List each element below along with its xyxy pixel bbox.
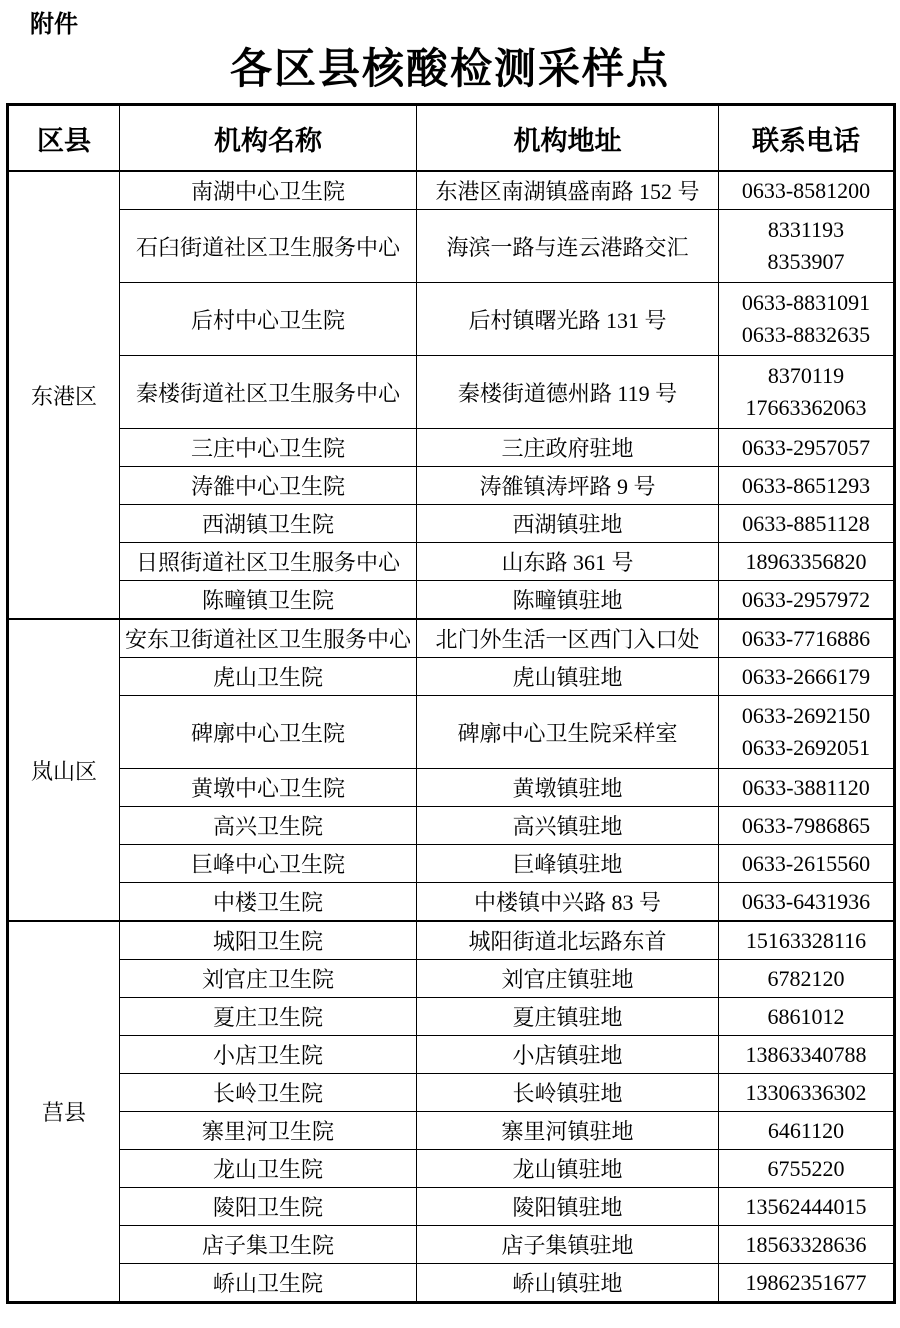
table-row — [8, 581, 895, 620]
table-row — [8, 619, 895, 658]
table-row — [8, 1036, 895, 1074]
institution-address-cell: 城阳街道北坛路东首 — [417, 921, 719, 960]
institution-name-cell: 陵阳卫生院 — [120, 1188, 417, 1226]
phone-number: 15163328116 — [745, 927, 867, 953]
phone-number: 8331193 — [767, 217, 845, 242]
institution-name-cell: 安东卫街道社区卫生服务中心 — [120, 619, 417, 658]
institution-name-cell: 虎山卫生院 — [120, 658, 417, 696]
phone-number: 0633-2615560 — [741, 850, 871, 876]
district-cell: 莒县 — [8, 921, 120, 1303]
institution-address-cell: 北门外生活一区西门入口处 — [417, 619, 719, 658]
table-row — [8, 845, 895, 883]
phone-number: 0633-3881120 — [742, 774, 870, 800]
institution-name-cell: 涛雒中心卫生院 — [120, 467, 417, 505]
phone-number: 8353907 — [767, 249, 845, 274]
phone-number: 13306336302 — [745, 1079, 867, 1105]
institution-address-cell: 长岭镇驻地 — [417, 1074, 719, 1112]
phone-cell — [719, 1226, 895, 1264]
phone-cell — [719, 1036, 895, 1074]
phone-number: 6782120 — [767, 965, 845, 991]
attachment-label: 附件 — [30, 11, 78, 38]
institution-name-cell: 城阳卫生院 — [120, 921, 417, 960]
district-cell: 岚山区 — [8, 619, 120, 921]
institution-address-cell: 夏庄镇驻地 — [417, 998, 719, 1036]
phone-number: 17663362063 — [745, 395, 867, 420]
institution-address-cell: 峤山镇驻地 — [417, 1264, 719, 1303]
phone-cell — [719, 769, 895, 807]
phone-number: 0633-2957057 — [741, 434, 871, 460]
phone-cell — [719, 210, 895, 283]
phone-number: 0633-7716886 — [741, 625, 871, 651]
table-row — [8, 1074, 895, 1112]
phone-cell — [719, 921, 895, 960]
table-row — [8, 283, 895, 356]
table-row — [8, 1150, 895, 1188]
table-row — [8, 1264, 895, 1303]
institution-address-cell: 海滨一路与连云港路交汇 — [417, 210, 719, 283]
institution-address-cell: 三庄政府驻地 — [417, 429, 719, 467]
phone-number: 0633-2666179 — [741, 663, 871, 689]
institution-address-cell: 山东路 361 号 — [417, 543, 719, 581]
phone-cell — [719, 696, 895, 769]
phone-cell — [719, 883, 895, 922]
table-row — [8, 543, 895, 581]
header-district: 区县 — [8, 105, 120, 172]
phone-cell — [719, 283, 895, 356]
phone-cell — [719, 171, 895, 210]
table-row — [8, 505, 895, 543]
table-row — [8, 658, 895, 696]
table-row — [8, 429, 895, 467]
institution-name-cell: 后村中心卫生院 — [120, 283, 417, 356]
phone-number: 0633-8832635 — [741, 322, 871, 347]
table-row — [8, 696, 895, 769]
phone-number: 6861012 — [767, 1003, 845, 1029]
phone-number: 8370119 — [767, 363, 845, 388]
phone-cell — [719, 429, 895, 467]
institution-name-cell: 碑廓中心卫生院 — [120, 696, 417, 769]
institution-name-cell: 刘官庄卫生院 — [120, 960, 417, 998]
phone-cell — [719, 1112, 895, 1150]
phone-number: 0633-6431936 — [741, 888, 871, 914]
institution-name-cell: 三庄中心卫生院 — [120, 429, 417, 467]
institution-address-cell: 涛雒镇涛坪路 9 号 — [417, 467, 719, 505]
phone-number: 6461120 — [767, 1117, 845, 1143]
institution-address-cell: 高兴镇驻地 — [417, 807, 719, 845]
phone-cell — [719, 960, 895, 998]
phone-number: 18563328636 — [745, 1231, 867, 1257]
phone-number: 19862351677 — [745, 1269, 867, 1295]
phone-cell — [719, 619, 895, 658]
phone-number: 0633-2692150 — [741, 703, 871, 728]
institution-name-cell: 寨里河卫生院 — [120, 1112, 417, 1150]
header-institution-address: 机构地址 — [417, 105, 719, 172]
institution-address-cell: 西湖镇驻地 — [417, 505, 719, 543]
phone-number: 13562444015 — [745, 1193, 867, 1219]
institution-name-cell: 日照街道社区卫生服务中心 — [120, 543, 417, 581]
phone-cell — [719, 581, 895, 620]
phone-cell — [719, 1074, 895, 1112]
table-body — [8, 171, 895, 1303]
table-row — [8, 1188, 895, 1226]
institution-name-cell: 陈疃镇卫生院 — [120, 581, 417, 620]
table-row — [8, 998, 895, 1036]
institution-address-cell: 店子集镇驻地 — [417, 1226, 719, 1264]
phone-cell — [719, 505, 895, 543]
institution-address-cell: 黄墩镇驻地 — [417, 769, 719, 807]
institution-address-cell: 东港区南湖镇盛南路 152 号 — [417, 171, 719, 210]
institution-address-cell: 秦楼街道德州路 119 号 — [417, 356, 719, 429]
institution-name-cell: 长岭卫生院 — [120, 1074, 417, 1112]
institution-name-cell: 南湖中心卫生院 — [120, 171, 417, 210]
phone-number: 18963356820 — [745, 548, 867, 574]
table-row — [8, 883, 895, 922]
table-row — [8, 467, 895, 505]
page-title: 各区县核酸检测采样点 — [229, 47, 670, 93]
phone-cell — [719, 658, 895, 696]
institution-name-cell: 黄墩中心卫生院 — [120, 769, 417, 807]
phone-number: 0633-8851128 — [742, 510, 870, 536]
phone-number: 13863340788 — [745, 1041, 867, 1067]
header-contact-phone: 联系电话 — [719, 105, 895, 172]
table-row — [8, 960, 895, 998]
phone-number: 0633-8831091 — [741, 290, 871, 315]
institution-name-cell: 夏庄卫生院 — [120, 998, 417, 1036]
phone-number: 0633-7986865 — [741, 812, 871, 838]
phone-number: 0633-2957972 — [741, 586, 871, 612]
institution-name-cell: 中楼卫生院 — [120, 883, 417, 922]
institution-address-cell: 寨里河镇驻地 — [417, 1112, 719, 1150]
phone-cell — [719, 1188, 895, 1226]
district-cell: 东港区 — [8, 171, 120, 619]
institution-address-cell: 刘官庄镇驻地 — [417, 960, 719, 998]
institution-address-cell: 小店镇驻地 — [417, 1036, 719, 1074]
table-row — [8, 171, 895, 210]
institution-name-cell: 龙山卫生院 — [120, 1150, 417, 1188]
header-institution-name: 机构名称 — [120, 105, 417, 172]
table-row — [8, 210, 895, 283]
phone-number: 0633-2692051 — [741, 735, 871, 760]
phone-number: 0633-8581200 — [741, 177, 871, 203]
institution-address-cell: 后村镇曙光路 131 号 — [417, 283, 719, 356]
institution-address-cell: 龙山镇驻地 — [417, 1150, 719, 1188]
phone-cell — [719, 1150, 895, 1188]
phone-cell — [719, 467, 895, 505]
institution-name-cell: 西湖镇卫生院 — [120, 505, 417, 543]
institution-address-cell: 陵阳镇驻地 — [417, 1188, 719, 1226]
phone-cell — [719, 998, 895, 1036]
sampling-points-table — [6, 103, 896, 1304]
institution-address-cell: 陈疃镇驻地 — [417, 581, 719, 620]
table-row — [8, 1112, 895, 1150]
institution-address-cell: 虎山镇驻地 — [417, 658, 719, 696]
institution-address-cell: 中楼镇中兴路 83 号 — [417, 883, 719, 922]
phone-cell — [719, 543, 895, 581]
table-row — [8, 1226, 895, 1264]
institution-address-cell: 巨峰镇驻地 — [417, 845, 719, 883]
phone-cell — [719, 356, 895, 429]
institution-name-cell: 高兴卫生院 — [120, 807, 417, 845]
institution-address-cell: 碑廓中心卫生院采样室 — [417, 696, 719, 769]
table-row — [8, 807, 895, 845]
institution-name-cell: 巨峰中心卫生院 — [120, 845, 417, 883]
phone-cell — [719, 807, 895, 845]
table-row — [8, 921, 895, 960]
institution-name-cell: 小店卫生院 — [120, 1036, 417, 1074]
phone-cell — [719, 1264, 895, 1303]
phone-cell — [719, 845, 895, 883]
institution-name-cell: 峤山卫生院 — [120, 1264, 417, 1303]
institution-name-cell: 石臼街道社区卫生服务中心 — [120, 210, 417, 283]
table-row — [8, 769, 895, 807]
institution-name-cell: 秦楼街道社区卫生服务中心 — [120, 356, 417, 429]
table-header-row — [8, 105, 895, 172]
institution-name-cell: 店子集卫生院 — [120, 1226, 417, 1264]
phone-number: 6755220 — [767, 1155, 845, 1181]
table-row — [8, 356, 895, 429]
phone-number: 0633-8651293 — [741, 472, 871, 498]
